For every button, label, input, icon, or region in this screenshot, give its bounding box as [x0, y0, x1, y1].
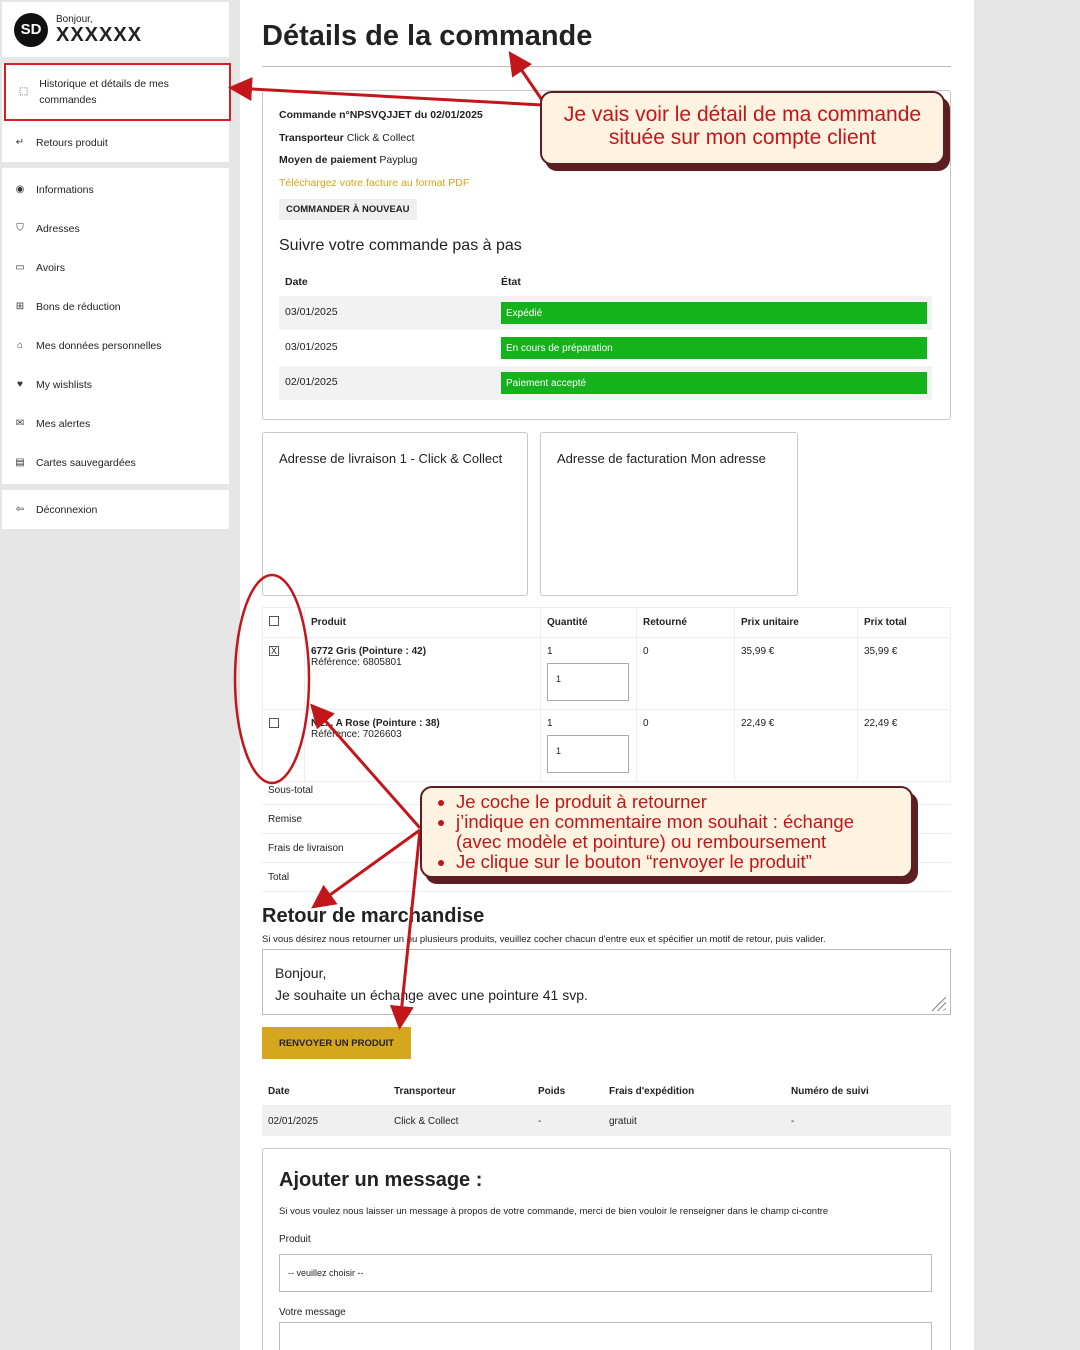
- sidebar-item-informations[interactable]: [2, 170, 229, 209]
- product-returned: 0: [637, 638, 735, 710]
- sidebar-item-label: Adresses: [36, 222, 80, 235]
- return-qty-input[interactable]: 1: [547, 663, 629, 701]
- sidebar-item-order-history[interactable]: [4, 63, 231, 121]
- col-date: Date: [268, 1086, 290, 1097]
- sidebar-item-label: Retours produit: [36, 136, 108, 149]
- annotation-text: située sur mon compte client: [608, 126, 877, 149]
- tracking-title: Suivre votre commande pas à pas: [279, 237, 522, 254]
- sidebar-item-label: Cartes sauvegardées: [36, 456, 136, 469]
- shipping-tracking-number: -: [791, 1116, 795, 1127]
- carrier-label: Transporteur: [279, 132, 344, 144]
- product-name: 6772 Gris (Pointure : 42): [311, 646, 427, 657]
- sidebar-item-personal-data[interactable]: [2, 326, 229, 365]
- col-quantity: Quantité: [541, 608, 637, 638]
- annotation-step: • Je coche le produit à retourner: [456, 792, 899, 812]
- message-textarea[interactable]: [279, 1322, 932, 1350]
- greeting: Bonjour,: [56, 13, 93, 25]
- sidebar-item-saved-cards[interactable]: [2, 443, 229, 482]
- table-header: [263, 608, 951, 638]
- select-all-checkbox[interactable]: [269, 616, 279, 626]
- col-product: Produit: [305, 608, 541, 638]
- status-badge: Paiement accepté: [501, 372, 927, 394]
- return-message-line: Bonjour,: [275, 965, 327, 981]
- discount-row: Remise: [262, 805, 951, 834]
- sidebar-item-credit-notes[interactable]: [2, 248, 229, 287]
- tracking-date: 03/01/2025: [285, 341, 338, 353]
- product-checkbox[interactable]: [269, 718, 279, 728]
- card-icon: ▤: [15, 457, 25, 468]
- status-badge: En cours de préparation: [501, 337, 927, 359]
- payment-value: Payplug: [379, 154, 418, 166]
- return-message-line: Je souhaite un échange avec une pointure 41 svp.: [275, 987, 588, 1003]
- products-table: [262, 607, 951, 782]
- annotation-callout-top: [540, 91, 945, 165]
- address-icon: ⛉: [16, 223, 24, 234]
- user-name: XXXXXX: [56, 23, 143, 46]
- col-weight: Poids: [538, 1086, 566, 1097]
- sidebar-item-vouchers[interactable]: [2, 287, 229, 326]
- tracking-row: [279, 296, 932, 330]
- sidebar-item-label: Informations: [36, 183, 94, 196]
- logout-icon: ⇦: [15, 504, 25, 515]
- sidebar-item-label: Déconnexion: [36, 503, 98, 516]
- col-returned: Retourné: [637, 608, 735, 638]
- tracking-row: [279, 331, 932, 365]
- order-number: Commande n°NPSVQJJET du 02/01/2025: [279, 109, 483, 121]
- invoice-download-link[interactable]: Téléchargez votre facture au format PDF: [279, 177, 470, 189]
- delivery-address-box: [262, 432, 528, 596]
- annotation-text: Je vais voir le détail de ma commande: [563, 103, 922, 126]
- product-unit-price: 35,99 €: [735, 638, 858, 710]
- col-tracking-number: Numéro de suivi: [791, 1086, 869, 1097]
- return-icon: ↵: [15, 137, 25, 148]
- table-row: [262, 1106, 951, 1136]
- col-shipping-fee: Frais d'expédition: [609, 1086, 695, 1097]
- sidebar-item-label: Avoirs: [36, 261, 65, 274]
- main-content: [240, 0, 974, 1350]
- product-ref: Référence: 6805801: [311, 657, 402, 668]
- col-total-price: Prix total: [858, 608, 951, 638]
- return-section-description: Si vous désirez nous retourner un ou plusieurs produits, veuillez cocher chacun d'entre eux et spécifier un motif de retour, puis valider.: [262, 934, 826, 945]
- billing-address-title: Adresse de facturation Mon adresse: [557, 451, 766, 466]
- sidebar-item-label: Bons de réduction: [36, 300, 121, 313]
- shipping-carrier: Click & Collect: [394, 1116, 459, 1127]
- shipping-fee-row: Frais de livraison: [262, 834, 951, 863]
- box-icon: ⬚: [18, 86, 29, 98]
- carrier-value: Click & Collect: [346, 132, 415, 144]
- product-total-price: 22,49 €: [858, 710, 951, 782]
- product-select[interactable]: -- veuillez choisir --: [279, 1254, 932, 1292]
- billing-address-box: [540, 432, 798, 596]
- delivery-address-title: Adresse de livraison 1 - Click & Collect: [279, 451, 503, 466]
- return-qty-input[interactable]: 1: [547, 735, 629, 773]
- add-message-description: Si vous voulez nous laisser un message à propos de votre commande, merci de bien vouloir le renseigner dans le champ ci-contre: [279, 1206, 829, 1217]
- product-select-label: Produit: [279, 1234, 311, 1245]
- product-ref: Référence: 7026603: [311, 729, 402, 740]
- shipping-fee: gratuit: [609, 1116, 637, 1127]
- tracking-header-date: Date: [285, 276, 308, 288]
- lock-icon: ⌂: [16, 340, 24, 351]
- annotation-callout-bottom: [420, 786, 913, 878]
- tracking-row: [279, 366, 932, 400]
- annotation-step: • Je clique sur le bouton “renvoyer le produit”: [456, 852, 899, 872]
- sidebar-item-alerts[interactable]: [2, 404, 229, 443]
- reorder-button[interactable]: COMMANDER À NOUVEAU: [279, 199, 417, 220]
- product-name: NE... A Rose (Pointure : 38): [311, 718, 440, 729]
- product-checkbox[interactable]: X: [270, 646, 277, 656]
- status-badge: Expédié: [501, 302, 927, 324]
- sidebar-item-wishlists[interactable]: [2, 365, 229, 404]
- product-total-price: 35,99 €: [858, 638, 951, 710]
- sidebar-item-label: Mes données personnelles: [36, 339, 162, 352]
- col-unit-price: Prix unitaire: [735, 608, 858, 638]
- shipping-weight: -: [538, 1116, 542, 1127]
- alert-icon: ✉: [15, 418, 25, 429]
- table-row: [263, 638, 951, 710]
- avatar: SD: [14, 13, 48, 47]
- credit-note-icon: ▭: [15, 262, 25, 273]
- title-divider: [262, 66, 951, 67]
- total-row: Total: [262, 863, 951, 892]
- col-carrier: Transporteur: [394, 1086, 456, 1097]
- sidebar-item-label: My wishlists: [36, 378, 93, 391]
- tracking-date: 02/01/2025: [285, 376, 338, 388]
- return-section-title: Retour de marchandise: [262, 905, 485, 927]
- page-title: Détails de la commande: [262, 20, 593, 52]
- account-header: [2, 2, 229, 57]
- heart-icon: ♥: [17, 379, 23, 390]
- return-product-button[interactable]: RENVOYER UN PRODUIT: [262, 1027, 411, 1059]
- sidebar-item-label: Historique et détails de mes commandes: [39, 77, 169, 106]
- product-qty: 1: [547, 646, 553, 657]
- return-reason-textarea[interactable]: [262, 949, 951, 1015]
- sidebar-item-logout[interactable]: [2, 490, 229, 529]
- sidebar-item-addresses[interactable]: [2, 209, 229, 248]
- product-returned: 0: [637, 710, 735, 782]
- tracking-date: 03/01/2025: [285, 306, 338, 318]
- table-row: [263, 710, 951, 782]
- sidebar-item-label: Mes alertes: [36, 417, 91, 430]
- user-icon: ◉: [15, 184, 25, 195]
- account-sidebar: [2, 2, 229, 535]
- annotation-step: • j’indique en commentaire mon souhait : échange (avec modèle et pointure) ou remboursement: [456, 812, 899, 852]
- product-unit-price: 22,49 €: [735, 710, 858, 782]
- add-message-box: [262, 1148, 951, 1350]
- payment-label: Moyen de paiement: [279, 154, 377, 166]
- tracking-header-status: État: [501, 276, 521, 288]
- shipping-date: 02/01/2025: [268, 1116, 319, 1127]
- product-qty: 1: [547, 718, 553, 729]
- shipping-table-header: [262, 1076, 951, 1106]
- add-message-title: Ajouter un message :: [279, 1169, 483, 1191]
- sidebar-item-returns[interactable]: [2, 123, 229, 162]
- voucher-icon: ⊞: [15, 301, 25, 312]
- message-label: Votre message: [279, 1307, 346, 1318]
- subtotal-row: Sous-total: [262, 776, 951, 805]
